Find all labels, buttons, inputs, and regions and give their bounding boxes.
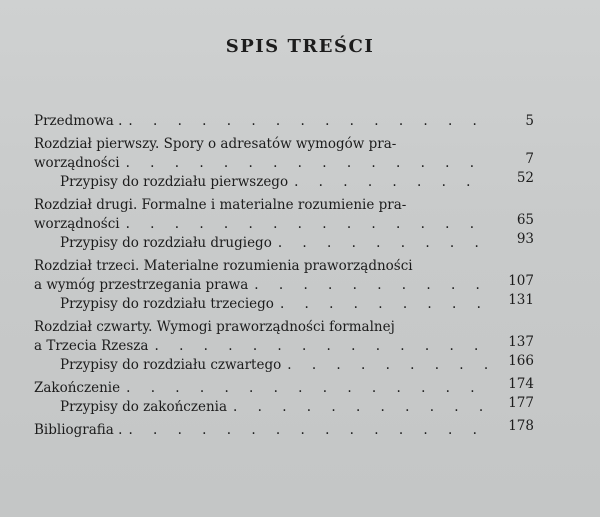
page-number: 137	[508, 334, 534, 350]
page-number: 166	[508, 353, 534, 369]
dot-leader	[254, 276, 492, 295]
dot-leader	[154, 337, 492, 356]
notes-title: Przypisy do rozdziału trzeciego	[60, 296, 274, 312]
toc-entry-chapter-2	[34, 196, 534, 253]
toc-entry-chapter-4	[34, 318, 534, 375]
page-number: 65	[516, 212, 534, 228]
toc-entry-chapter-3	[34, 257, 534, 314]
notes-title: Przypisy do rozdziału pierwszego	[60, 174, 289, 190]
entry-title: Bibliografia .	[34, 422, 123, 438]
dot-leader	[287, 356, 492, 375]
page-number: 177	[508, 395, 534, 411]
toc-entry-przedmowa	[34, 112, 534, 131]
dot-leader	[128, 112, 492, 131]
entry-title: Rozdział drugi. Formalne i materialne rozumienie pra-	[34, 197, 407, 213]
toc-entry-zakonczenie	[34, 376, 534, 417]
page-number: 52	[516, 170, 534, 186]
dot-leader	[126, 215, 492, 234]
dot-leader	[278, 234, 492, 253]
page-number: 178	[508, 418, 534, 434]
dot-leader	[280, 295, 492, 314]
page-number: 107	[508, 273, 534, 289]
toc-entry-bibliografia	[34, 418, 534, 440]
entry-title: Rozdział trzeci. Materialne rozumienia praworządności	[34, 258, 413, 274]
entry-title: Rozdział czwarty. Wymogi praworządności formalnej	[34, 319, 395, 335]
page-number: 93	[516, 231, 534, 247]
notes-title: Przypisy do rozdziału czwartego	[60, 357, 282, 373]
entry-title-continued: a Trzecia Rzesza	[34, 338, 149, 354]
dot-leader	[233, 398, 492, 417]
dot-leader	[128, 421, 492, 440]
page-number: 174	[508, 376, 534, 392]
toc-entry-chapter-1	[34, 135, 534, 192]
entry-title-continued: worządności	[34, 155, 120, 171]
entry-title-continued: a wymóg przestrzegania prawa	[34, 277, 249, 293]
page-number: 131	[508, 292, 534, 308]
page-number: 7	[525, 151, 534, 167]
dot-leader	[126, 379, 492, 398]
entry-title-continued: worządności	[34, 216, 120, 232]
page-title: SPIS TREŚCI	[225, 36, 375, 57]
notes-title: Przypisy do zakończenia	[60, 399, 228, 415]
dot-leader	[294, 173, 492, 192]
entry-title: Przedmowa .	[34, 113, 123, 129]
entry-title: Rozdział pierwszy. Spory o adresatów wymogów pra-	[34, 136, 397, 152]
page-number: 5	[525, 113, 534, 129]
entry-title: Zakończenie	[34, 380, 121, 396]
table-of-contents	[34, 112, 534, 444]
notes-title: Przypisy do rozdziału drugiego	[60, 235, 272, 251]
dot-leader	[126, 154, 492, 173]
